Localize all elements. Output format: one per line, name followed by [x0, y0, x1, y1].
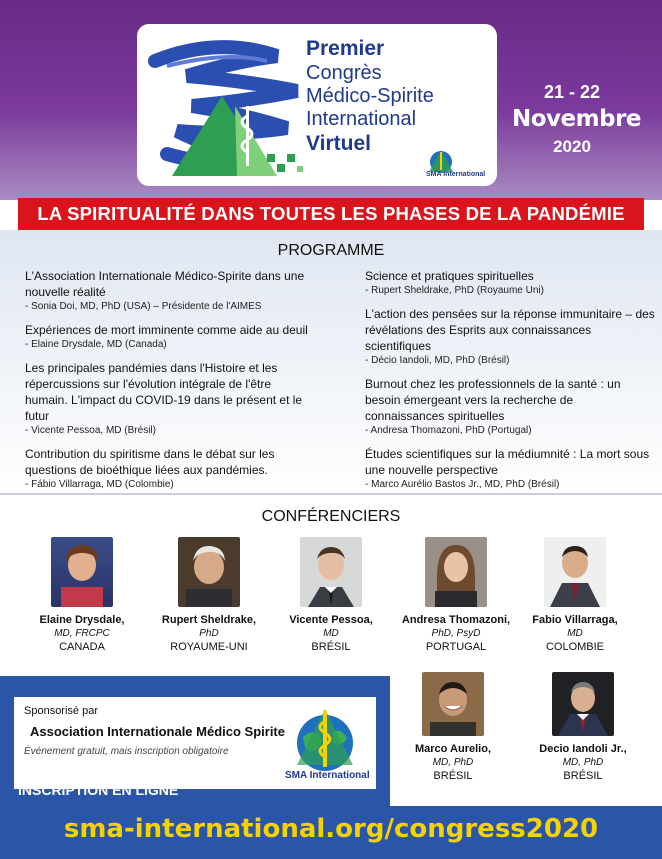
speaker-name: Decio Iandoli Jr.,: [539, 743, 627, 755]
speaker-photo: [552, 672, 614, 736]
date-days: 21 - 22: [543, 82, 601, 102]
talk-title: Expériences de mort imminente comme aide au deuil: [25, 323, 308, 337]
speaker-name: Marco Aurelio,: [415, 743, 491, 755]
talk-title: L'action des pensées sur la réponse immunitaire – des révélations des Esprits aux connaissances scientifiques: [365, 307, 655, 353]
speaker-card: [149, 537, 269, 654]
date-year: 2020: [553, 137, 591, 156]
theme-banner: LA SPIRITUALITÉ DANS TOUTES LES PHASES DE LA PANDÉMIE: [18, 198, 644, 230]
speaker-credentials: MD, PhD: [562, 757, 604, 768]
speaker-card: [523, 672, 643, 783]
talk-speaker: - Rupert Sheldrake, PhD (Royaume Uni): [365, 285, 544, 296]
speaker-card: [22, 537, 142, 654]
speaker-photo: [51, 537, 113, 607]
speaker-country: BRÉSIL: [433, 770, 473, 782]
sma-small-logo-text: SMA International: [426, 171, 486, 178]
logo-line-premier: Premier: [306, 37, 385, 60]
sponsor-box: [14, 697, 376, 789]
swirl-caduceus-logo-icon: [147, 36, 317, 176]
registration-label: INSCRIPTION EN LIGNE: [18, 782, 179, 798]
talk-speaker: - Marco Aurélio Bastos Jr., MD, PhD (Brésil): [365, 479, 560, 490]
programme-title: PROGRAMME: [277, 242, 385, 259]
logo-line-international: International: [306, 108, 417, 130]
sponsor-label: Sponsorisé par: [24, 705, 98, 717]
speaker-photo: [300, 537, 362, 607]
speaker-credentials: PhD, PsyD: [431, 628, 481, 639]
speaker-credentials: MD, PhD: [432, 757, 474, 768]
sponsor-name: Association Internationale Médico Spirite: [30, 724, 285, 739]
talk-title: Les principales pandémies dans l'Histoire et les répercussions sur l'évolution intégrale de l'être humain. L'impact du COVID-19 dans le présent et le futur: [25, 361, 303, 423]
sponsor-note: Événement gratuit, mais inscription obligatoire: [24, 746, 229, 757]
talk-speaker: - Vicente Pessoa, MD (Brésil): [25, 425, 156, 436]
talk-speaker: - Sonia Doi, MD, PhD (USA) – Présidente de l'AIMES: [25, 301, 262, 312]
speaker-name: Andresa Thomazoni,: [401, 614, 511, 626]
speaker-country: CANADA: [59, 641, 105, 653]
logo-line-virtuel: Virtuel: [306, 132, 371, 155]
programme-column-right: [365, 268, 655, 500]
speaker-photo: [178, 537, 240, 607]
speaker-country: COLOMBIE: [545, 641, 605, 653]
speaker-country: BRÉSIL: [311, 641, 351, 653]
sma-logo-label: SMA International: [285, 770, 370, 781]
logo-line-congres: Congrès: [306, 62, 382, 84]
talk-item: [25, 446, 315, 491]
speakers-title: CONFÉRENCIERS: [261, 508, 401, 525]
programme-column-left: [25, 268, 315, 500]
talk-item: [365, 268, 655, 297]
talk-title: L'Association Internationale Médico-Spirite dans une nouvelle réalité: [25, 269, 305, 299]
talk-item: [25, 268, 315, 313]
speaker-card: [396, 537, 516, 654]
talk-item: [25, 322, 315, 351]
speaker-photo: [422, 672, 484, 736]
speaker-name: Fabio Villarraga,: [532, 614, 618, 626]
speaker-country: ROYAUME-UNI: [170, 641, 248, 653]
speaker-country: PORTUGAL: [425, 641, 487, 653]
speaker-credentials: MD: [567, 628, 583, 639]
speaker-credentials: PhD: [199, 628, 219, 639]
talk-title: Études scientifiques sur la médiumnité : La mort sous une nouvelle perspective: [365, 447, 650, 477]
speaker-name: Vicente Pessoa,: [289, 614, 373, 626]
speaker-photo: [425, 537, 487, 607]
talk-speaker: - Elaine Drysdale, MD (Canada): [25, 339, 167, 350]
speaker-name: Elaine Drysdale,: [39, 614, 125, 626]
registration-url-link[interactable]: sma-international.org/congress2020: [63, 814, 599, 844]
speaker-credentials: MD: [323, 628, 339, 639]
talk-speaker: - Décio Iandoli, MD, PhD (Brésil): [365, 355, 510, 366]
section-divider: [0, 493, 662, 495]
talk-speaker: - Fábio Villarraga, MD (Colombie): [25, 479, 174, 490]
talk-item: [365, 446, 655, 491]
logo-line-medico-spirite: Médico-Spirite: [306, 85, 434, 107]
talk-speaker: - Andresa Thomazoni, PhD (Portugal): [365, 425, 532, 436]
talk-title: Burnout chez les professionnels de la santé : un besoin émergeant vers la recherche de connaissances spirituelles: [365, 377, 621, 423]
talk-item: [365, 376, 655, 437]
speaker-name: Rupert Sheldrake,: [161, 614, 257, 626]
congress-logo-card: [137, 24, 497, 186]
speaker-country: BRÉSIL: [563, 770, 603, 782]
talk-title: Science et pratiques spirituelles: [365, 269, 534, 283]
talk-title: Contribution du spiritisme dans le débat sur les questions de bioéthique liées aux pandémies.: [25, 447, 275, 477]
date-month: Novembre: [512, 106, 642, 132]
talk-item: [25, 360, 315, 437]
speaker-credentials: MD, FRCPC: [54, 628, 110, 639]
speaker-card: [393, 672, 513, 783]
speaker-card: [271, 537, 391, 654]
talk-item: [365, 306, 655, 367]
speaker-card: [515, 537, 635, 654]
speaker-photo: [544, 537, 606, 607]
